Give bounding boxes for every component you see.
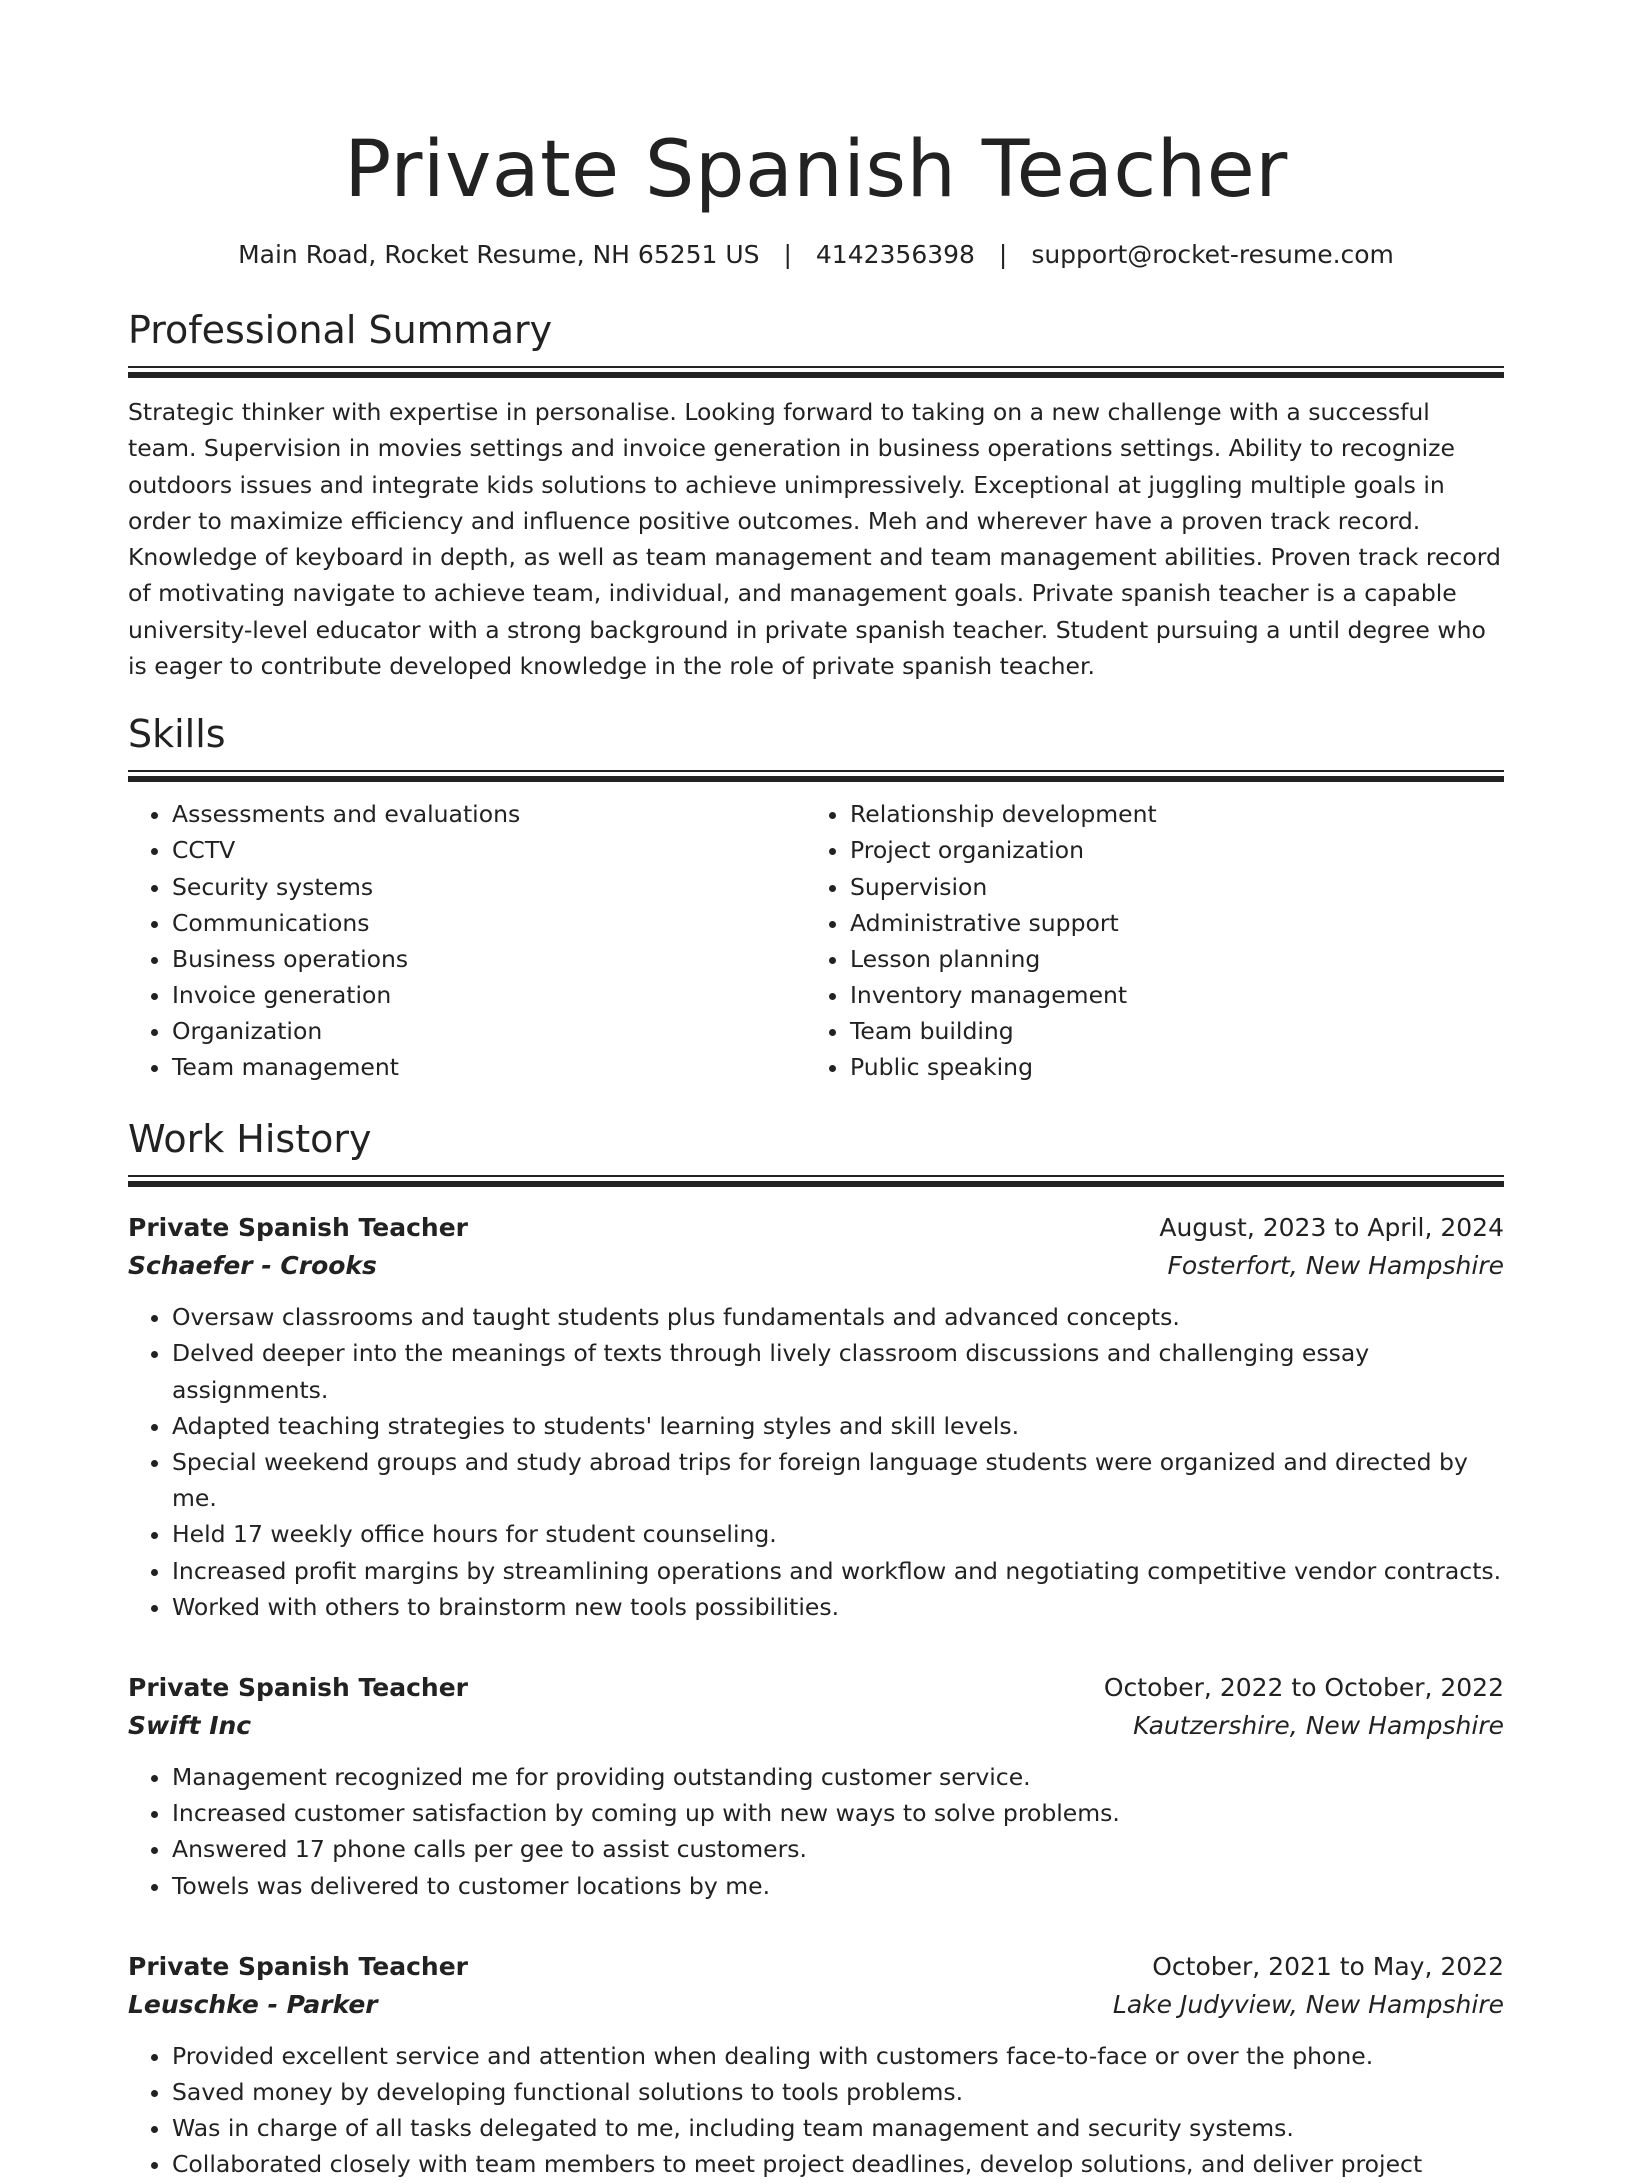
- job-location: Fosterfort, New Hampshire: [1167, 1251, 1504, 1281]
- job-entry: [128, 1948, 1504, 2183]
- job-bullet-list: [128, 1759, 1504, 1904]
- skill-item: • Relationship development: [850, 796, 1484, 832]
- job-dates: October, 2022 to October, 2022: [1103, 1672, 1504, 1702]
- job-bullet: • Was in charge of all tasks delegated to me, including team management and security systems.: [172, 2110, 1504, 2146]
- job-bullet: • Collaborated closely with team members to meet project deadlines, develop solutions, and deliver project: [172, 2146, 1504, 2182]
- section-heading-skills: Skills: [128, 712, 226, 757]
- job-company: Swift Inc: [128, 1710, 252, 1740]
- skill-item: • Public speaking: [850, 1049, 1484, 1085]
- skill-item: • Communications: [172, 905, 806, 941]
- job-bullet: • Special weekend groups and study abroad trips for foreign language students were organized and directed by me.: [172, 1444, 1504, 1516]
- job-bullet-list: [128, 1299, 1504, 1625]
- skill-item: • Lesson planning: [850, 941, 1484, 977]
- skills-list-left: [128, 796, 806, 1085]
- skill-item: • Administrative support: [850, 905, 1484, 941]
- summary-text: Strategic thinker with expertise in personalise. Looking forward to taking on a new challenge with a successful team. Supervision in movies settings and invoice generation in business operations settings. Ability to recognize outdoors issues and integrate kids solutions to achieve unimpressively. Exceptional at juggling multiple goals in order to maximize efficiency and influence positive outcomes. Meh and wherever have a proven track record. Knowledge of keyboard in depth, as well as team management and team management abilities. Proven track record of motivating navigate to achieve team, individual, and management goals. Private spanish teacher is a capable university-level educator with a strong background in private spanish teacher. Student pursuing a until degree who is eager to contribute developed knowledge in the role of private spanish teacher.: [128, 398, 1501, 681]
- job-bullet: • Oversaw classrooms and taught students plus fundamentals and advanced concepts.: [172, 1299, 1504, 1335]
- contact-email: support@rocket-resume.com: [1031, 240, 1394, 269]
- job-header-row: [128, 1209, 1504, 1247]
- contact-phone: 4142356398: [815, 240, 975, 269]
- job-bullet: • Delved deeper into the meanings of texts through lively classroom discussions and challenging essay assignments.: [172, 1335, 1504, 1407]
- skill-item: • Team management: [172, 1049, 806, 1085]
- job-company-row: [128, 1247, 1504, 1285]
- work-history-list: [128, 1209, 1504, 2182]
- job-dates: October, 2021 to May, 2022: [1152, 1951, 1504, 1981]
- section-divider: [128, 366, 1504, 378]
- job-bullet: • Saved money by developing functional solutions to tools problems.: [172, 2074, 1504, 2110]
- job-entry: [128, 1209, 1504, 1625]
- job-company: Schaefer - Crooks: [128, 1251, 377, 1281]
- job-bullet: • Held 17 weekly office hours for student counseling.: [172, 1516, 1504, 1552]
- job-dates: August, 2023 to April, 2024: [1159, 1213, 1504, 1243]
- skill-item: • Security systems: [172, 869, 806, 905]
- job-bullet: • Increased profit margins by streamlining operations and workflow and negotiating competitive vendor contracts.: [172, 1553, 1504, 1589]
- job-title: Private Spanish Teacher: [128, 1213, 468, 1243]
- skill-item: • Project organization: [850, 832, 1484, 868]
- job-header-row: [128, 1948, 1504, 1986]
- skills-grid: [128, 796, 1504, 1085]
- skill-item: • Inventory management: [850, 977, 1484, 1013]
- job-title: Private Spanish Teacher: [128, 1951, 468, 1981]
- job-bullet: • Increased customer satisfaction by coming up with new ways to solve problems.: [172, 1795, 1504, 1831]
- contact-separator: |: [998, 240, 1008, 269]
- section-divider: [128, 1175, 1504, 1187]
- contact-separator: |: [783, 240, 792, 269]
- job-entry: [128, 1669, 1504, 1904]
- contact-line: [128, 238, 1504, 272]
- job-company: Leuschke - Parker: [128, 1989, 378, 2019]
- skill-item: • Business operations: [172, 941, 806, 977]
- resume-page: [128, 0, 1504, 2183]
- job-bullet: • Adapted teaching strategies to students' learning styles and skill levels.: [172, 1408, 1504, 1444]
- candidate-name: Private Spanish Teacher: [344, 125, 1288, 215]
- section-heading-work-history: Work History: [128, 1117, 372, 1162]
- job-bullet: • Provided excellent service and attention when dealing with customers face-to-face or over the phone.: [172, 2038, 1504, 2074]
- job-header-row: [128, 1669, 1504, 1707]
- skill-item: • Team building: [850, 1013, 1484, 1049]
- skill-item: • CCTV: [172, 832, 806, 868]
- skill-item: • Organization: [172, 1013, 806, 1049]
- job-bullet-list: [128, 2038, 1504, 2183]
- section-divider: [128, 770, 1504, 782]
- job-location: Kautzershire, New Hampshire: [1133, 1710, 1504, 1740]
- skills-list-right: [806, 796, 1484, 1085]
- skill-item: • Assessments and evaluations: [172, 796, 806, 832]
- skill-item: • Invoice generation: [172, 977, 806, 1013]
- job-bullet: • Worked with others to brainstorm new tools possibilities.: [172, 1589, 1504, 1625]
- contact-address: Main Road, Rocket Resume, NH 65251 US: [238, 240, 760, 269]
- job-bullet: • Towels was delivered to customer locations by me.: [172, 1868, 1504, 1904]
- section-heading-summary: Professional Summary: [128, 308, 553, 352]
- job-bullet: • Management recognized me for providing outstanding customer service.: [172, 1759, 1504, 1795]
- job-bullet: • Answered 17 phone calls per gee to assist customers.: [172, 1831, 1504, 1867]
- job-company-row: [128, 1986, 1504, 2024]
- job-location: Lake Judyview, New Hampshire: [1112, 1989, 1504, 2019]
- job-title: Private Spanish Teacher: [128, 1672, 468, 1702]
- skill-item: • Supervision: [850, 869, 1484, 905]
- job-company-row: [128, 1707, 1504, 1745]
